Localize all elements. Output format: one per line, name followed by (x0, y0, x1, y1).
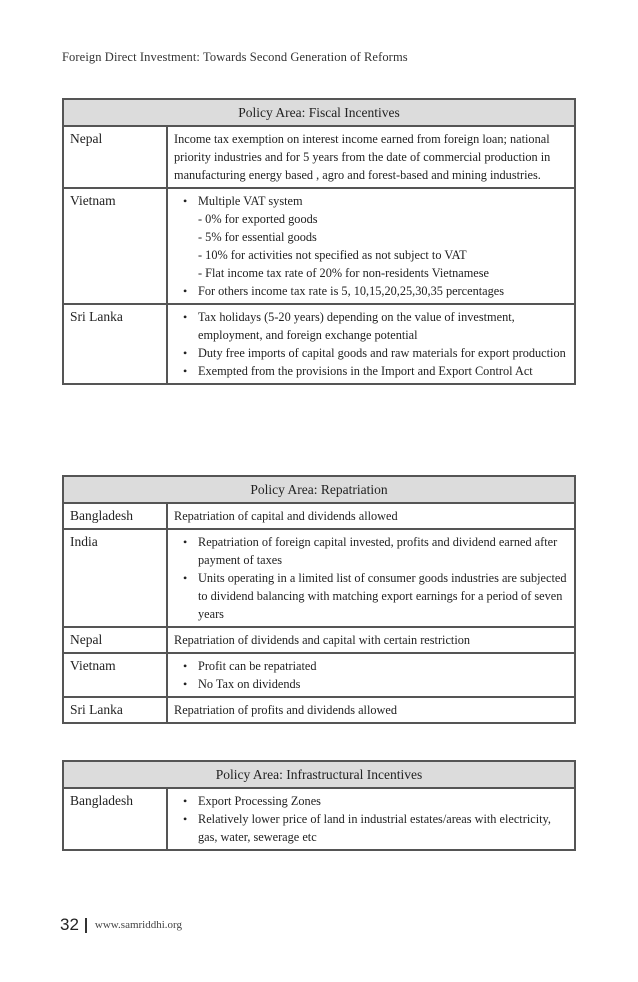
policy-text: Repatriation of capital and dividends allowed (167, 503, 575, 529)
policy-text: Repatriation of dividends and capital with certain restriction (167, 627, 575, 653)
list-item (198, 192, 568, 282)
country-cell: Vietnam (63, 188, 167, 304)
country-cell: Vietnam (63, 653, 167, 697)
table-row (63, 126, 575, 188)
table-row (63, 188, 575, 304)
list-item: • Duty free imports of capital goods and raw materials for export production (198, 344, 568, 362)
table-row (63, 653, 575, 697)
table-row (63, 788, 575, 850)
page-footer (60, 915, 182, 935)
table-row (63, 304, 575, 384)
country-cell: Bangladesh (63, 788, 167, 850)
table-row (63, 529, 575, 627)
repatriation-table-title: Policy Area: Repatriation (63, 476, 575, 503)
bullet-list (174, 792, 568, 846)
website-link[interactable]: www.samriddhi.org (94, 919, 182, 931)
fiscal-table-title: Policy Area: Fiscal Incentives (63, 99, 575, 126)
running-head: Foreign Direct Investment: Towards Second Generation of Reforms (62, 50, 408, 64)
bullet-list (174, 533, 568, 623)
infrastructure-table-title: Policy Area: Infrastructural Incentives (63, 761, 575, 788)
bullet-list (174, 308, 568, 380)
bullet-list (174, 657, 568, 693)
infrastructure-table (62, 760, 576, 851)
list-item: • Exempted from the provisions in the Import and Export Control Act (198, 362, 568, 380)
list-item: • No Tax on dividends (198, 675, 568, 693)
sub-list-item: - Flat income tax rate of 20% for non-residents Vietnamese (198, 266, 489, 280)
sub-list-item: - 0% for exported goods (198, 212, 318, 226)
sub-list-item: - 5% for essential goods (198, 230, 317, 244)
country-cell: Sri Lanka (63, 304, 167, 384)
list-item: • Tax holidays (5-20 years) depending on the value of investment, employment, and foreign exchange potential (198, 308, 568, 344)
repatriation-table (62, 475, 576, 724)
list-item: • Export Processing Zones (198, 792, 568, 810)
bullet-text: Multiple VAT system (198, 194, 303, 208)
table-row (63, 627, 575, 653)
country-cell: India (63, 529, 167, 627)
fiscal-incentives-table (62, 98, 576, 385)
bullet-list (174, 192, 568, 300)
country-cell: Nepal (63, 627, 167, 653)
table-row (63, 503, 575, 529)
country-cell: Sri Lanka (63, 697, 167, 723)
sub-list (198, 210, 568, 282)
list-item: • Repatriation of foreign capital invested, profits and dividend earned after payment of taxes (198, 533, 568, 569)
sub-list-item: - 10% for activities not specified as not subject to VAT (198, 248, 467, 262)
page-number: 32 (60, 915, 79, 934)
table-row (63, 697, 575, 723)
country-cell: Bangladesh (63, 503, 167, 529)
list-item: • Relatively lower price of land in industrial estates/areas with electricity, gas, water, sewerage etc (198, 810, 568, 846)
policy-text: Repatriation of profits and dividends allowed (167, 697, 575, 723)
list-item: • Profit can be repatriated (198, 657, 568, 675)
country-cell: Nepal (63, 126, 167, 188)
list-item: • Units operating in a limited list of consumer goods industries are subjected to dividend balancing with matching export earnings for a period of seven years (198, 569, 568, 623)
footer-divider (85, 918, 87, 933)
policy-text: Income tax exemption on interest income earned from foreign loan; national priority industries and for 5 years from the date of commercial production in manufacturing energy based , agro and forest-based and mining industries. (167, 126, 575, 188)
list-item: • For others income tax rate is 5, 10,15,20,25,30,35 percentages (198, 282, 568, 300)
